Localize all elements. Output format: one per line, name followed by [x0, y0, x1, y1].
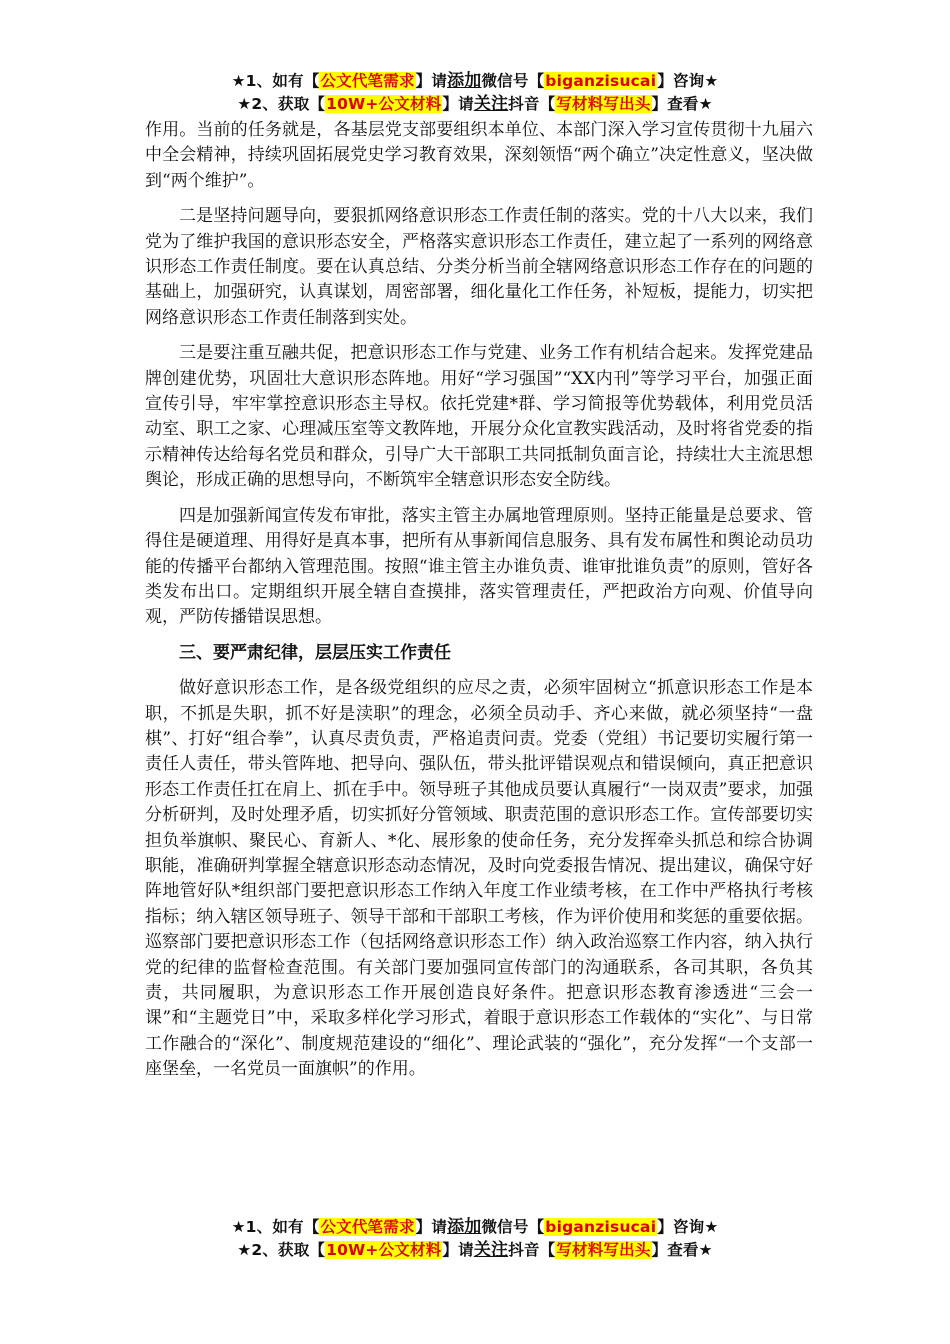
section-heading: 三、要严肃纪律，层层压实工作责任 [179, 642, 451, 663]
banner-text: 】请 [415, 1218, 448, 1236]
banner-line-2 [0, 93, 950, 116]
document-body [145, 118, 813, 1093]
top-banner [0, 70, 950, 116]
highlight-wechat-id: biganzisucai [545, 72, 657, 90]
banner-line-2 [0, 1239, 950, 1262]
paragraph-5: 做好意识形态工作，是各级党组织的应尽之责，必须牢固树立“抓意识形态工作是本职，不抓是失职，抓不好是渎职”的理念，必须全员动手、齐心来做，就必须坚持“一盘棋”、打好“组合拳”，认真尽责负责，严格追责问责。党委（党组）书记要切实履行第一责任人责任，带头管阵地、把导向、强队伍，带头批评错误观点和错误倾向，真正把意识形态工作责任扛在肩上、抓在手中。领导班子其他成员要认真履行“一岗双责”要求，加强分析研判，及时处理矛盾，切实抓好分管领域、职责范围的意识形态工作。宣传部要切实担负举旗帜、聚民心、育新人、*化、展形象的使命任务，充分发挥牵头抓总和综合协调职能，准确研判掌握全辖意识形态动态情况，及时向党委报告情况、提出建议，确保守好阵地管好队*组织部门要把意识形态工作纳入年度工作业绩考核，在工作中严格执行考核指标；纳入辖区领导班子、领导干部和干部职工考核，作为评价使用和奖惩的重要依据。巡察部门要把意识形态工作（包括网络意识形态工作）纳入政治巡察工作内容，纳入执行党的纪律的监督检查范围。有关部门要加强同宣传部门的沟通联系，各司其职，各负其责，共同履职，为意识形态工作开展创造良好条件。把意识形态教育渗透进“三会一课”和“主题党日”中，采取多样化学习形式，着眼于意识形态工作载体的“实化”、与日常工作融合的“深化”、制度规范建设的“细化”、理论武装的“强化”，充分发挥“一个支部一座堡垒，一名党员一面旗帜”的作用。 [145, 678, 813, 1080]
highlight-wechat-id: biganzisucai [545, 1218, 657, 1236]
banner-text: ★1、如有【 [231, 1218, 320, 1236]
banner-line-1 [0, 70, 950, 93]
paragraph-3: 三是要注重互融共促，把意识形态工作与党建、业务工作有机结合起来。发挥党建品牌创建优势，巩固壮大意识形态阵地。用好“学习强国”“XX内刊”等学习平台，加强正面宣传引导，牢牢掌控意识形态主导权。依托党建*群、学习简报等优势载体，利用党员活动室、职工之家、心理减压室等文教阵地，开展分众化宣教实践活动，及时将省党委的指示精神传达给每名党员和群众，引导广大干部职工共同抵制负面言论，持续壮大主流思想舆论，形成正确的思想导向，不断筑牢全辖意识形态安全防线。 [145, 343, 813, 491]
highlight-douyin-account: 写材料写出头 [556, 1241, 651, 1259]
underlined-follow: 关注 [473, 94, 509, 114]
banner-line-1 [0, 1216, 950, 1239]
highlight-materials: 10W+公文材料 [326, 1241, 442, 1259]
underlined-add: 添加 [447, 1217, 482, 1237]
banner-text: 】咨询★ [657, 1218, 719, 1236]
highlight-service: 公文代笔需求 [320, 1218, 415, 1236]
highlight-douyin-account: 写材料写出头 [556, 95, 651, 113]
banner-text: 微信号【 [481, 72, 545, 90]
banner-text: ★2、获取【 [237, 95, 326, 113]
highlight-materials: 10W+公文材料 [326, 95, 442, 113]
paragraph-2: 二是坚持问题导向，要狠抓网络意识形态工作责任制的落实。党的十八大以来，我们党为了维护我国的意识形态安全，严格落实意识形态工作责任，建立起了一系列的网络意识形态工作责任制度。要在认真总结、分类分析当前全辖网络意识形态工作存在的问题的基础上，加强研究，认真谋划，周密部署，细化量化工作任务，补短板，提能力，切实把网络意识形态工作责任制落到实处。 [145, 206, 813, 328]
underlined-add: 添加 [447, 71, 482, 91]
banner-text: 】查看★ [651, 1241, 713, 1259]
paragraph-4: 四是加强新闻宣传发布审批，落实主管主办属地管理原则。坚持正能量是总要求、管得住是硬道理、用得好是真本事，把所有从事新闻信息服务、具有发布属性和舆论动员功能的传播平台都纳入管理范围。按照“谁主管主办谁负责、谁审批谁负责”的原则，管好各类发布出口。定期组织开展全辖自查摸排，落实管理责任，严把政治方向观、价值导向观，严防传播错误思想。 [145, 505, 813, 628]
banner-text: 】请 [442, 95, 474, 113]
paragraph-1: 作用。当前的任务就是，各基层党支部要组织本单位、本部门深入学习宣传贯彻十九届六中全会精神，持续巩固拓展党史学习教育效果，深刻领悟“两个确立”决定性意义，坚决做到“两个维护”。 [145, 120, 813, 191]
banner-text: 抖音【 [508, 95, 556, 113]
highlight-service: 公文代笔需求 [320, 72, 415, 90]
bottom-banner [0, 1216, 950, 1262]
banner-text: 】请 [415, 72, 448, 90]
banner-text: 】请 [442, 1241, 474, 1259]
banner-text: ★1、如有【 [231, 72, 320, 90]
banner-text: 抖音【 [508, 1241, 556, 1259]
banner-text: ★2、获取【 [237, 1241, 326, 1259]
underlined-follow: 关注 [473, 1240, 509, 1260]
banner-text: 微信号【 [481, 1218, 545, 1236]
banner-text: 】查看★ [651, 95, 713, 113]
banner-text: 】咨询★ [657, 72, 719, 90]
